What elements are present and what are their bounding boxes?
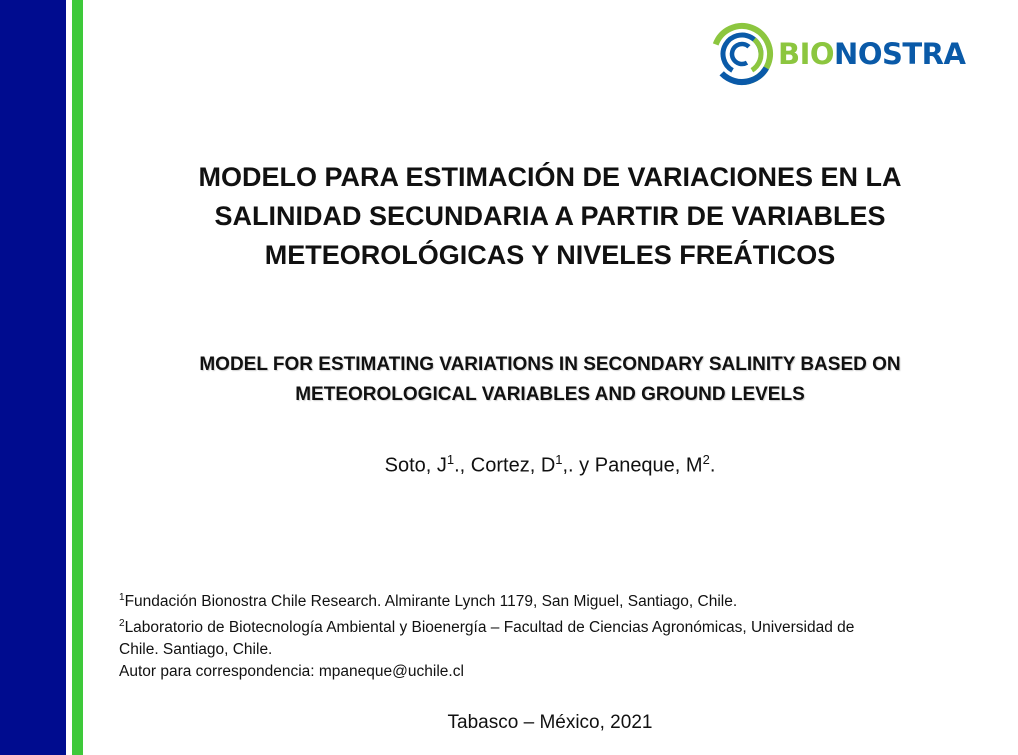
title-es-line-2: SALINIDAD SECUNDARIA A PARTIR DE VARIABLES xyxy=(214,201,886,231)
title-spanish xyxy=(120,158,980,275)
title-es-line-3: METEOROLÓGICAS Y NIVELES FREÁTICOS xyxy=(264,240,836,270)
affiliations xyxy=(119,587,989,683)
bionostra-logo xyxy=(710,22,1000,86)
title-english xyxy=(120,350,980,410)
place-and-date: Tabasco – México, 2021 xyxy=(447,712,653,733)
bionostra-ring-icon xyxy=(710,22,774,86)
affiliation-2: $^2$Laboratorio de Biotecnología Ambiental y Bioenergía – Facultad de Ciencias Agronómicas, Universidad de xyxy=(119,618,855,637)
authors-line: Soto, $J^1$., Cortez, $D^1$,. y Paneque, $M^2$. xyxy=(384,452,716,477)
affiliation-2-continued: Chile. Santiago, Chile. xyxy=(119,641,273,659)
title-es-line-1: MODELO PARA ESTIMACIÓN DE VARIACIONES EN LA xyxy=(198,162,902,192)
title-en-line-1: MODEL FOR ESTIMATING VARIATIONS IN SECONDARY SALINITY BASED ON xyxy=(199,354,901,375)
affiliation-1: $^1$Fundación Bionostra Chile Research. Almirante Lynch 1179, San Miguel, Santiago, Chile. xyxy=(119,592,738,611)
correspondence-email: Autor para correspondencia: mpaneque@uchile.cl xyxy=(119,663,464,681)
left-blue-bar xyxy=(0,0,66,755)
logo-wordmark: BIONOSTRA xyxy=(778,37,966,71)
left-green-bar xyxy=(72,0,83,755)
title-en-line-2: METEOROLOGICAL VARIABLES AND GROUND LEVELS xyxy=(295,384,805,405)
